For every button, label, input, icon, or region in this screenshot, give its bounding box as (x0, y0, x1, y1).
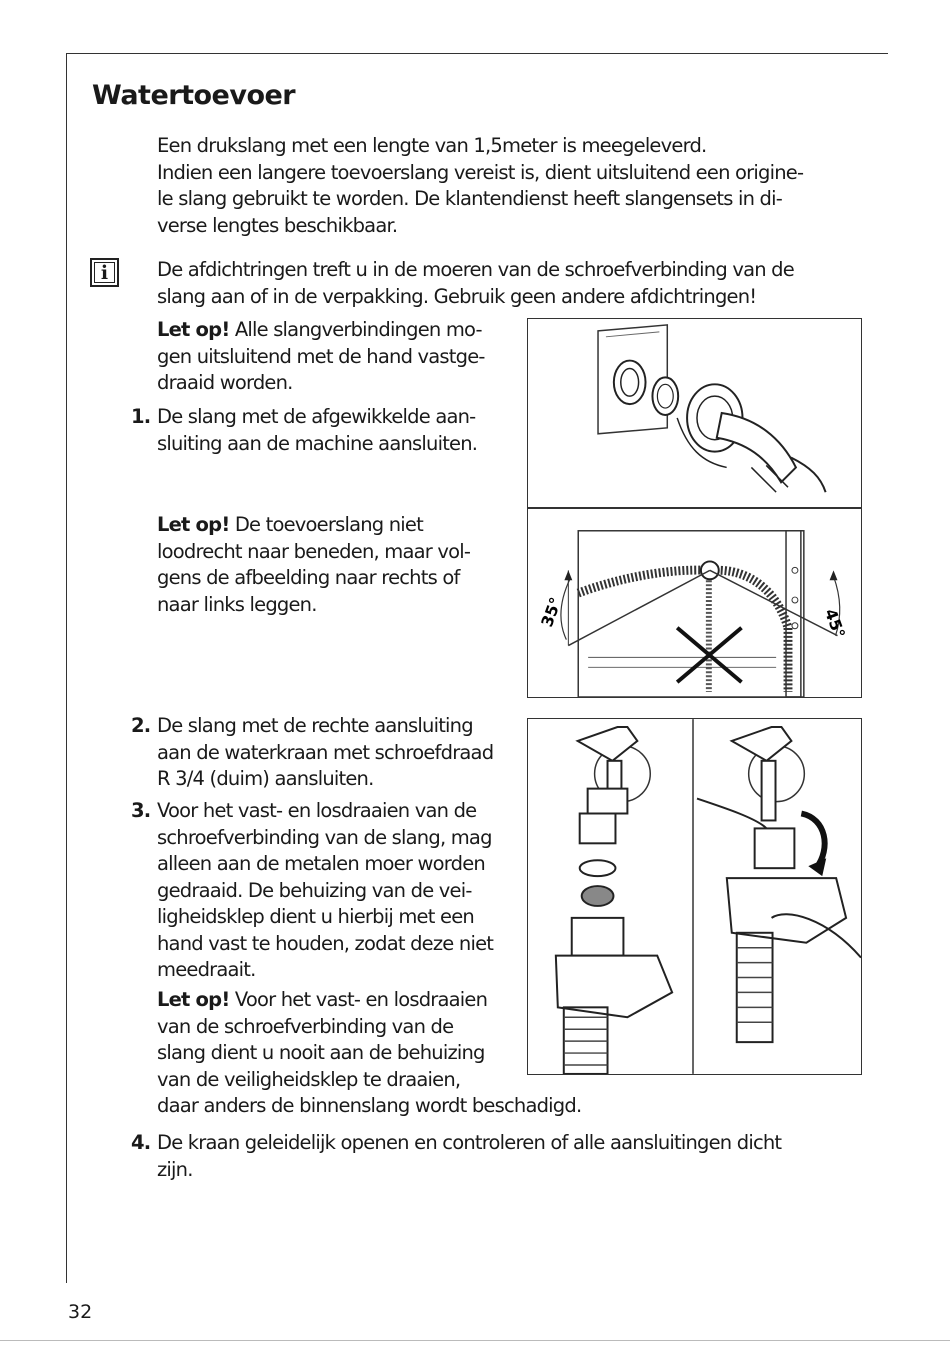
info-paragraph (157, 257, 877, 310)
info-line-2: slang aan of in de verpakking. Gebruik geen andere afdichtringen! (157, 284, 757, 308)
section-title: Watertoevoer (92, 80, 296, 111)
note-3-line-5: daar anders de binnenslang wordt beschadigd. (157, 1094, 582, 1117)
step-1-line-2: sluiting aan de machine aansluiten. (157, 431, 478, 455)
note-3-line-3: slang dient u nooit aan de behuizing (157, 1041, 485, 1064)
note-3-line-4: van de veiligheidsklep te draaien, (157, 1067, 461, 1091)
step-2-text (157, 713, 527, 793)
step-3-line-2: schroefverbinding van de slang, mag (157, 825, 492, 849)
note-1-label: Let op! (157, 318, 230, 341)
note-2-line-2: loodrecht naar beneden, maar vol- (157, 539, 471, 563)
note-1-line-3: draaid worden. (157, 371, 293, 394)
step-2-number: 2. (131, 714, 151, 737)
step-4-line-2: zijn. (157, 1157, 193, 1181)
info-icon-glyph: i (100, 262, 109, 284)
step-1-line-1: De slang met de afgewikkelde aan- (157, 405, 476, 428)
angle-label-left: 35° (537, 594, 566, 630)
note-1-line-1: Alle slangverbindingen mo- (229, 318, 482, 341)
note-3 (157, 987, 677, 1120)
figure-hose-routing (527, 508, 862, 698)
hose-connection-drawing (528, 319, 861, 507)
intro-line-2: Indien een langere toevoerslang vereist is, dient uitsluitend een origine- (157, 160, 804, 184)
step-3-line-6: hand vast te houden, zodat deze niet (157, 931, 494, 955)
note-2 (157, 512, 527, 618)
top-rule (66, 53, 888, 54)
note-1-line-2: gen uitsluitend met de hand vastge- (157, 344, 485, 368)
note-2-label: Let op! (157, 513, 230, 536)
note-2-line-3: gens de afbeelding naar rechts of (157, 566, 460, 589)
step-4-text (157, 1130, 877, 1183)
step-4-number: 4. (131, 1131, 151, 1154)
intro-line-1: Een drukslang met een lengte van 1,5meter is meegeleverd. (157, 134, 707, 157)
page-number: 32 (68, 1301, 93, 1323)
step-3-line-4: gedraaid. De behuizing van de vei- (157, 878, 472, 902)
step-1-text (157, 404, 527, 457)
step-4-line-1: De kraan geleidelijk openen en controleren of alle aansluitingen dicht (157, 1131, 782, 1154)
note-2-line-4: naar links leggen. (157, 592, 317, 616)
step-3-line-3: alleen aan de metalen moer worden (157, 852, 485, 875)
left-margin-rule (66, 53, 67, 1283)
step-3-number: 3. (131, 799, 151, 822)
intro-line-4: verse lengtes beschikbaar. (157, 213, 398, 237)
step-2-line-1: De slang met de rechte aansluiting (157, 714, 473, 737)
note-3-line-2: van de schroefverbinding van de (157, 1014, 454, 1038)
note-2-line-1: De toevoerslang niet (229, 513, 423, 536)
step-3-line-1: Voor het vast- en losdraaien van de (157, 799, 477, 822)
info-icon (90, 258, 119, 287)
hose-routing-drawing (528, 509, 861, 697)
step-3-line-5: ligheidsklep dient u hierbij met een (157, 905, 474, 928)
step-1-number: 1. (131, 405, 151, 428)
figure-hose-to-machine (527, 318, 862, 508)
step-2-line-2: aan de waterkraan met schroefdraad (157, 740, 494, 764)
note-1 (157, 317, 527, 397)
angle-label-right: 45° (820, 606, 850, 641)
intro-line-3: le slang gebruikt te worden. De klantendienst heeft slangensets in di- (157, 187, 782, 210)
bottom-rule (0, 1340, 950, 1341)
intro-paragraph (157, 133, 877, 239)
info-line-1: De afdichtringen treft u in de moeren van de schroefverbinding van de (157, 258, 794, 281)
step-2-line-3: R 3/4 (duim) aansluiten. (157, 767, 374, 790)
step-3-text (157, 798, 527, 984)
note-3-label: Let op! (157, 988, 230, 1011)
note-3-line-1: Voor het vast- en losdraaien (229, 988, 488, 1011)
step-3-line-7: meedraait. (157, 958, 256, 981)
